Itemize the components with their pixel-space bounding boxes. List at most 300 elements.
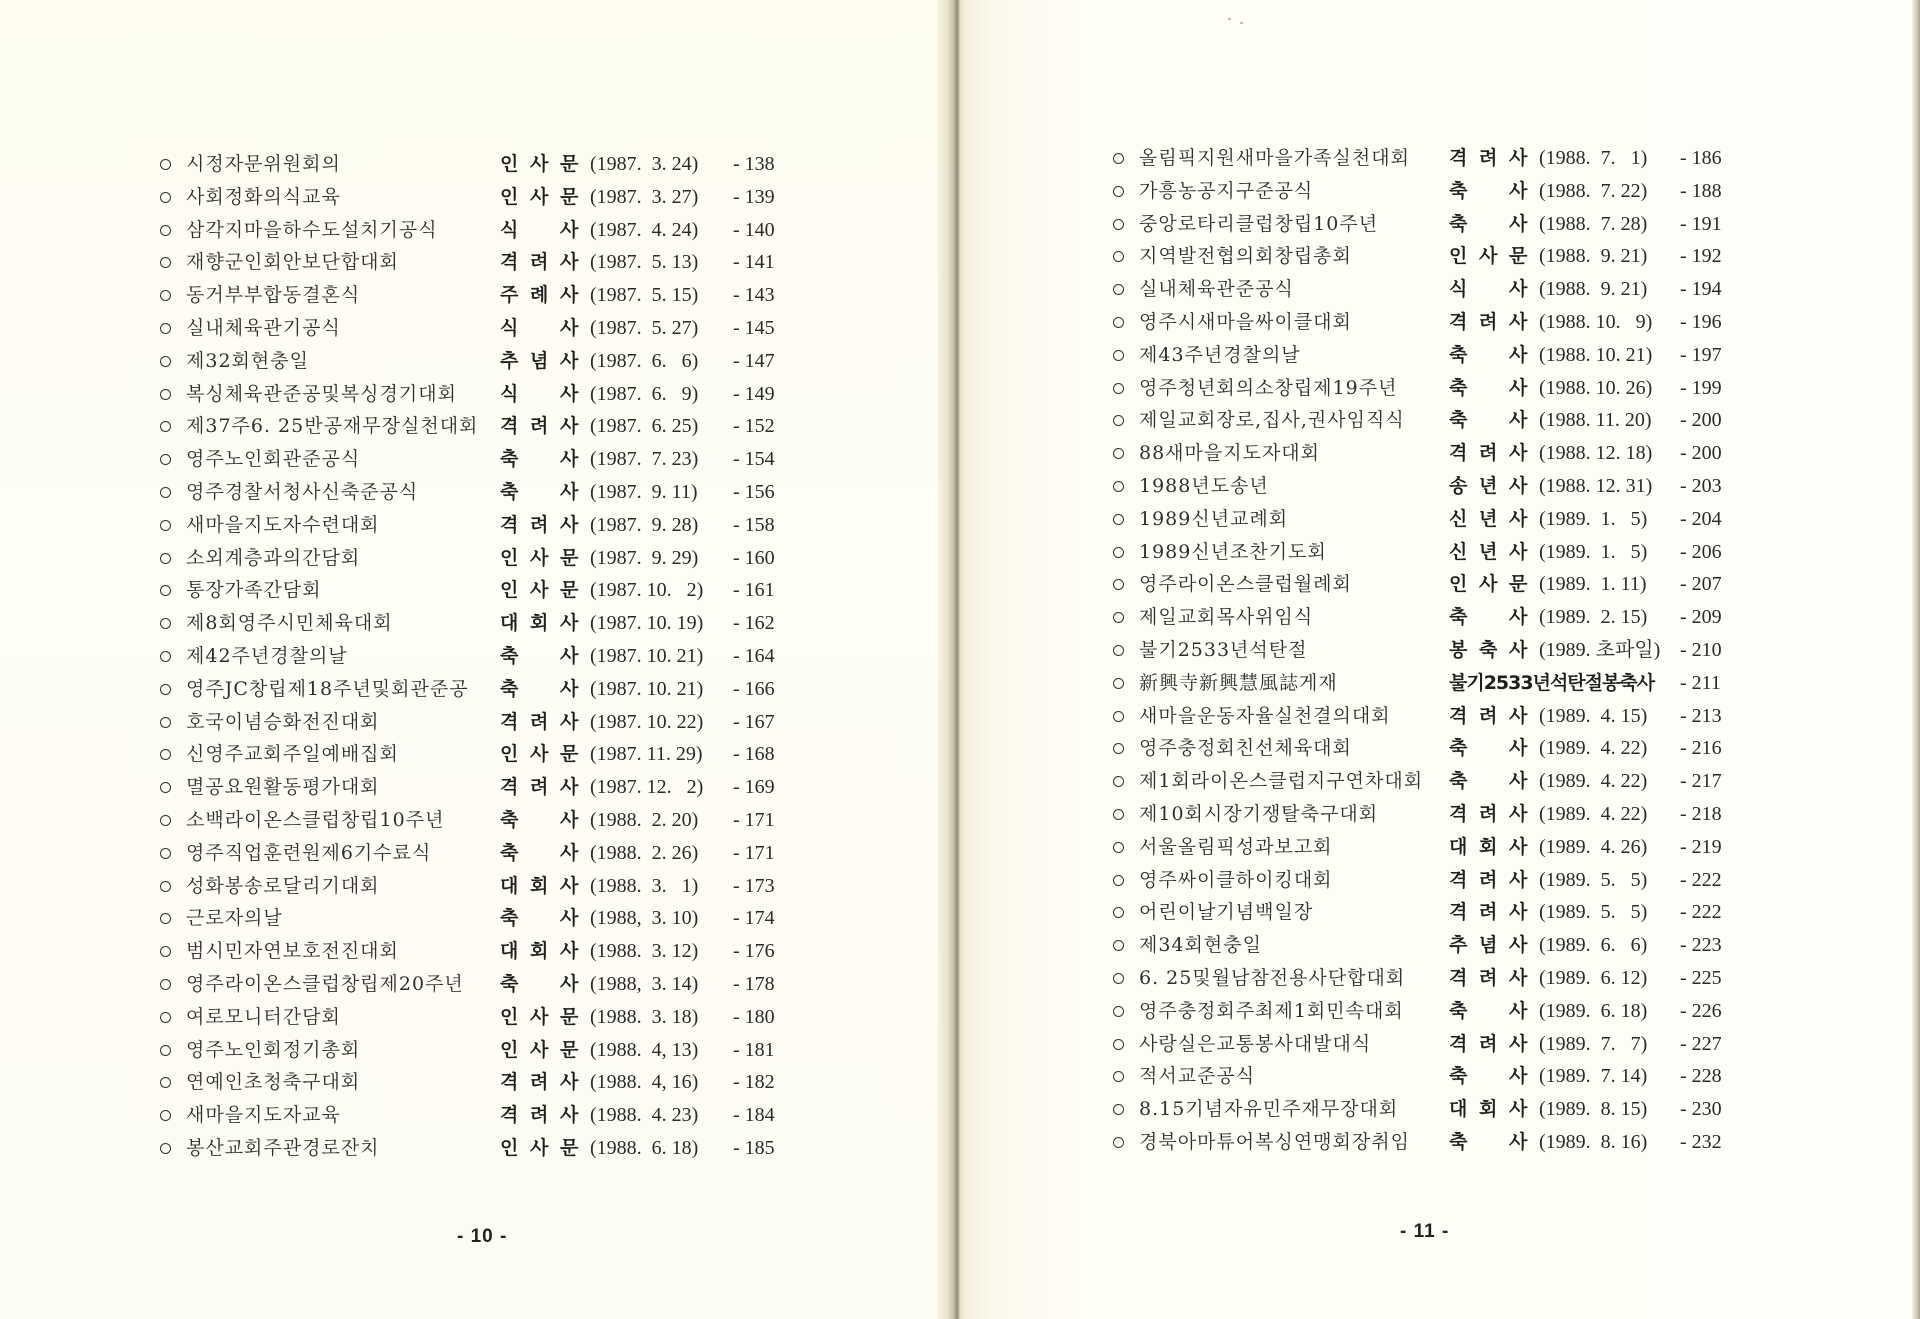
entry-page-number: - 158	[733, 513, 775, 536]
entry-speech-type: 불기2533년석탄절봉축사	[1449, 671, 1655, 694]
speech-type-char: 사	[1509, 966, 1528, 989]
speech-type-char: 축	[1449, 179, 1468, 202]
entry-page-number: - 230	[1680, 1098, 1722, 1121]
entry-date: (1989. 4. 15)	[1539, 704, 1648, 727]
entry-speech-type	[1449, 864, 1541, 897]
speech-type-char: 추	[500, 349, 519, 372]
speech-type-char: 사	[560, 284, 579, 307]
speech-type-char: 사	[1509, 212, 1528, 235]
entry-title: 영주라이온스클럽창립제20주년	[186, 972, 464, 995]
entry-title: 영주충정회친선체육대회	[1139, 737, 1352, 760]
entry-title: 88새마을지도자대회	[1139, 442, 1321, 465]
entry-date: (1989. 4. 26)	[1539, 835, 1648, 858]
entry-page-number: - 209	[1680, 606, 1722, 629]
speech-type-char: 축	[500, 448, 519, 471]
speech-type-char: 례	[530, 284, 549, 307]
entry-date: (1989. 4. 22)	[1539, 802, 1648, 825]
speech-type-char: 회	[1479, 835, 1498, 858]
entry-date: (1987. 7. 23)	[590, 448, 699, 471]
entry-page-number: - 200	[1680, 409, 1722, 432]
entry-page-number: - 192	[1680, 245, 1722, 268]
entry-title: 영주충정회주최제1회민속대회	[1139, 999, 1404, 1022]
speech-type-char: 대	[500, 612, 519, 635]
entry-date: (1987. 3. 27)	[590, 185, 699, 208]
entry-page-number: - 227	[1680, 1032, 1722, 1055]
entry-title: 어린이날기념백일장	[1139, 901, 1314, 924]
speech-type-char: 축	[1449, 343, 1468, 366]
entry-speech-type	[1449, 995, 1541, 1028]
entry-title: 경북아마튜어복싱연맹회장취임	[1139, 1130, 1410, 1153]
entry-page-number: - 140	[733, 218, 775, 241]
entry-page-number: - 191	[1680, 212, 1722, 235]
speech-type-char: 사	[1509, 278, 1528, 301]
entry-speech-type	[1449, 437, 1541, 470]
entry-speech-type	[500, 214, 592, 247]
entry-title: 新興寺新興慧風誌게재	[1139, 671, 1338, 694]
speech-type-char: 인	[500, 546, 519, 569]
entry-speech-type	[1449, 765, 1541, 798]
speech-type-char: 대	[500, 940, 519, 963]
circle-bullet-icon	[160, 487, 171, 498]
circle-bullet-icon	[160, 979, 171, 990]
entry-title: 봉산교회주관경로잔치	[186, 1136, 380, 1159]
entry-title: 영주직업훈련원제6기수료식	[186, 841, 432, 864]
entry-page-number: - 213	[1680, 704, 1722, 727]
speech-type-char: 려	[530, 1071, 549, 1094]
entry-speech-type	[1449, 634, 1541, 667]
speech-type-char: 축	[500, 907, 519, 930]
speech-type-char: 사	[560, 513, 579, 536]
entry-date: (1989. 1. 11)	[1539, 573, 1647, 596]
entry-date: (1989. 7. 7)	[1539, 1032, 1648, 1055]
speech-type-char: 축	[1449, 409, 1468, 432]
entry-title: 영주경찰서청사신축준공식	[186, 480, 419, 503]
entry-page-number: - 169	[733, 776, 775, 799]
entry-page-number: - 222	[1680, 868, 1722, 891]
entry-title: 동거부부합동결혼식	[186, 284, 361, 307]
entry-date: (1988. 4, 13)	[590, 1038, 699, 1061]
speech-type-char: 식	[1449, 278, 1468, 301]
circle-bullet-icon	[160, 553, 171, 564]
entry-page-number: - 197	[1680, 343, 1722, 366]
entry-page-number: - 154	[733, 448, 775, 471]
entry-page-number: - 168	[733, 743, 775, 766]
speech-type-char: 축	[500, 841, 519, 864]
entry-speech-type	[500, 1132, 592, 1165]
entry-speech-type	[1449, 732, 1541, 765]
entry-date: (1988. 7. 22)	[1539, 179, 1648, 202]
speech-type-char: 사	[1509, 770, 1528, 793]
entry-date: (1988. 12. 18)	[1539, 442, 1653, 465]
entry-date: (1988. 3. 12)	[590, 940, 699, 963]
speech-type-char: 년	[1479, 474, 1498, 497]
speech-type-char: 격	[500, 776, 519, 799]
speech-type-char: 려	[530, 710, 549, 733]
entry-title: 제일교회목사위임식	[1139, 606, 1314, 629]
speech-type-char: 사	[1509, 1098, 1528, 1121]
entry-title: 적서교준공식	[1139, 1065, 1256, 1088]
speech-type-char: 년	[1479, 507, 1498, 530]
circle-bullet-icon	[160, 356, 171, 367]
entry-title: 실내체육관준공식	[1139, 278, 1294, 301]
entry-speech-type	[500, 542, 592, 575]
speech-type-char: 격	[1449, 310, 1468, 333]
entry-page-number: - 225	[1680, 966, 1722, 989]
speech-type-char: 회	[1479, 1098, 1498, 1121]
entry-page-number: - 182	[733, 1071, 775, 1094]
entry-page-number: - 194	[1680, 278, 1722, 301]
speech-type-char: 사	[560, 448, 579, 471]
entry-date: (1987. 12. 2)	[590, 776, 704, 799]
entry-speech-type	[500, 1034, 592, 1067]
entry-title: 새마을지도자수련대회	[186, 513, 380, 536]
speech-type-char: 려	[1479, 310, 1498, 333]
circle-bullet-icon	[1113, 350, 1124, 361]
speech-type-char: 축	[1449, 1130, 1468, 1153]
entry-title: 제32회현충일	[186, 349, 309, 372]
entry-date: (1989. 1. 5)	[1539, 540, 1648, 563]
entry-title: 재향군인회안보단합대회	[186, 251, 399, 274]
speech-type-char: 인	[500, 185, 519, 208]
entry-speech-type	[1449, 175, 1541, 208]
entry-page-number: - 164	[733, 644, 775, 667]
speech-type-char: 문	[560, 153, 579, 175]
entry-speech-type	[1449, 339, 1541, 372]
entry-speech-type	[500, 378, 592, 411]
entry-speech-type	[500, 804, 592, 837]
entry-page-number: - 186	[1680, 147, 1722, 169]
speech-type-char: 사	[1509, 802, 1528, 825]
speech-type-char: 사	[1509, 868, 1528, 891]
entry-title: 서울올림픽성과보고회	[1139, 835, 1333, 858]
entry-title: 멸공요원활동평가대회	[186, 776, 380, 799]
speech-type-char: 사	[560, 382, 579, 405]
speech-type-char: 문	[560, 1136, 579, 1159]
entry-page-number: - 171	[733, 841, 775, 864]
entry-date: (1987. 9. 11)	[590, 480, 698, 503]
speech-type-char: 사	[1509, 474, 1528, 497]
entry-page-number: - 216	[1680, 737, 1722, 760]
speech-type-char: 주	[500, 284, 519, 307]
entry-speech-type	[1449, 1126, 1541, 1159]
circle-bullet-icon	[1113, 317, 1124, 328]
speech-type-char: 사	[1509, 179, 1528, 202]
book-spine-gutter	[938, 0, 966, 1319]
entry-page-number: - 152	[733, 415, 775, 438]
entry-speech-type	[1449, 536, 1541, 569]
entry-title: 제34회현충일	[1139, 934, 1262, 957]
circle-bullet-icon	[1113, 842, 1124, 853]
entry-page-number: - 143	[733, 284, 775, 307]
speech-type-char: 사	[1509, 343, 1528, 366]
entry-page-number: - 156	[733, 480, 775, 503]
entry-title: 영주노인회정기총회	[186, 1038, 361, 1061]
entry-date: (1988. 4, 16)	[590, 1071, 699, 1094]
speech-type-char: 사	[1479, 573, 1498, 596]
entry-title: 소백라이온스클럽창립10주년	[186, 808, 445, 831]
speech-type-char: 대	[1449, 1098, 1468, 1121]
entry-title: 1988년도송년	[1139, 474, 1269, 497]
circle-bullet-icon	[160, 815, 171, 826]
speech-type-char: 축	[1449, 376, 1468, 399]
speech-type-char: 봉	[1449, 638, 1468, 661]
circle-bullet-icon	[1113, 547, 1124, 558]
speech-type-char: 사	[560, 415, 579, 438]
entry-date: (1987. 10. 21)	[590, 677, 704, 700]
entry-speech-type	[500, 837, 592, 870]
entry-speech-type	[1449, 798, 1541, 831]
speech-type-char: 사	[1509, 507, 1528, 530]
entry-page-number: - 138	[733, 153, 775, 175]
entry-page-number: - 139	[733, 185, 775, 208]
entry-date: (1988. 7. 28)	[1539, 212, 1648, 235]
entry-date: (1989. 초파일)	[1539, 638, 1661, 661]
speech-type-char: 사	[560, 972, 579, 995]
speech-type-char: 축	[500, 677, 519, 700]
entry-date: (1988. 9. 21)	[1539, 278, 1648, 301]
entry-speech-type	[1449, 404, 1541, 437]
entry-title: 영주라이온스클럽월례회	[1139, 573, 1352, 596]
entry-title: 영주싸이클하이킹대회	[1139, 868, 1333, 891]
entry-speech-type	[500, 509, 592, 542]
speech-type-char: 문	[560, 185, 579, 208]
circle-bullet-icon	[1113, 875, 1124, 886]
entry-date: (1989. 6. 12)	[1539, 966, 1648, 989]
speech-type-char: 격	[500, 415, 519, 438]
entry-date: (1988. 3. 18)	[590, 1005, 699, 1028]
entry-date: (1988. 3. 1)	[590, 874, 699, 897]
speech-type-char: 사	[560, 349, 579, 372]
entry-page-number: - 188	[1680, 179, 1722, 202]
entry-date: (1987. 9. 28)	[590, 513, 699, 536]
circle-bullet-icon	[160, 225, 171, 236]
speech-type-char: 사	[560, 218, 579, 241]
entry-title: 새마을운동자율실천결의대회	[1139, 704, 1391, 727]
speech-type-char: 사	[1509, 310, 1528, 333]
speech-type-char: 려	[1479, 901, 1498, 924]
speech-type-char: 사	[1509, 934, 1528, 957]
entry-page-number: - 211	[1680, 671, 1721, 694]
entry-title: 제일교회장로,집사,권사임직식	[1139, 409, 1405, 432]
entry-date: (1989. 7. 14)	[1539, 1065, 1648, 1088]
speech-type-char: 축	[500, 972, 519, 995]
circle-bullet-icon	[160, 520, 171, 531]
circle-bullet-icon	[1113, 809, 1124, 820]
speech-type-char: 사	[1509, 409, 1528, 432]
entry-title: 1989신년조찬기도회	[1139, 540, 1327, 563]
entry-title: 호국이념승화전진대회	[186, 710, 380, 733]
entry-page-number: - 167	[733, 710, 775, 733]
entry-page-number: - 218	[1680, 802, 1722, 825]
speech-type-char: 축	[500, 808, 519, 831]
entry-page-number: - 199	[1680, 376, 1722, 399]
entry-date: (1989. 4. 22)	[1539, 770, 1648, 793]
entry-speech-type	[1449, 273, 1541, 306]
speech-type-char: 문	[1509, 573, 1528, 596]
entry-title: 사랑실은교통봉사대발대식	[1139, 1032, 1372, 1055]
entry-title: 삼각지마을하수도설치기공식	[186, 218, 438, 241]
entry-date: (1988. 4. 23)	[590, 1104, 699, 1127]
circle-bullet-icon	[1113, 678, 1124, 689]
speech-type-char: 사	[1509, 1130, 1528, 1153]
entry-title: 범시민자연보호전진대회	[186, 940, 399, 963]
entry-date: (1988. 10. 9)	[1539, 310, 1653, 333]
entry-title: 올림픽지원새마을가족실천대회	[1139, 147, 1410, 169]
circle-bullet-icon	[1113, 1006, 1124, 1017]
speech-type-char: 사	[560, 1104, 579, 1127]
entry-page-number: - 181	[733, 1038, 775, 1061]
entry-title: 새마을지도자교육	[186, 1104, 341, 1127]
entry-speech-type	[500, 148, 592, 181]
speech-type-char: 사	[1509, 704, 1528, 727]
entry-page-number: - 200	[1680, 442, 1722, 465]
entry-speech-type	[500, 771, 592, 804]
entry-date: (1988. 7. 1)	[1539, 147, 1648, 169]
speech-type-char: 문	[560, 546, 579, 569]
entry-date: (1989. 4. 22)	[1539, 737, 1648, 760]
page-number-left: - 10 -	[457, 1226, 508, 1247]
speech-type-char: 격	[500, 1071, 519, 1094]
speech-type-char: 격	[1449, 901, 1468, 924]
speech-type-char: 문	[560, 1005, 579, 1028]
entry-speech-type	[500, 574, 592, 607]
entry-speech-type	[500, 279, 592, 312]
entry-date: (1987. 3. 24)	[590, 153, 699, 175]
speech-type-char: 인	[500, 743, 519, 766]
speech-type-char: 려	[1479, 1032, 1498, 1055]
circle-bullet-icon	[1113, 1137, 1124, 1148]
entry-speech-type	[1449, 470, 1541, 503]
entry-title: 영주노인회관준공식	[186, 448, 361, 471]
speech-type-char: 사	[560, 251, 579, 274]
entry-title: 제10회시장기쟁탈축구대회	[1139, 802, 1379, 825]
entry-page-number: - 173	[733, 874, 775, 897]
entry-speech-type	[1449, 700, 1541, 733]
entry-title: 제8회영주시민체육대회	[186, 612, 393, 635]
entry-speech-type	[500, 706, 592, 739]
entry-title: 가흥농공지구준공식	[1139, 179, 1314, 202]
speech-type-char: 문	[560, 743, 579, 766]
circle-bullet-icon	[160, 1045, 171, 1056]
entry-speech-type	[1449, 896, 1541, 929]
speech-type-char: 축	[1449, 1065, 1468, 1088]
left-page	[0, 0, 948, 1319]
circle-bullet-icon	[160, 323, 171, 334]
entry-date: (1987. 11. 29)	[590, 743, 703, 766]
entry-title: 제43주년경찰의날	[1139, 343, 1301, 366]
entry-speech-type	[500, 607, 592, 640]
entry-speech-type	[500, 1099, 592, 1132]
entry-page-number: - 174	[733, 907, 775, 930]
speech-type-char: 사	[1509, 999, 1528, 1022]
circle-bullet-icon	[160, 881, 171, 892]
entry-page-number: - 207	[1680, 573, 1722, 596]
speech-type-char: 축	[1479, 638, 1498, 661]
speech-type-char: 격	[500, 710, 519, 733]
entry-speech-type	[500, 968, 592, 1001]
entry-date: (1987. 10. 19)	[590, 612, 704, 635]
entry-speech-type	[500, 1066, 592, 1099]
circle-bullet-icon	[160, 717, 171, 728]
page-edge-shadow	[1912, 0, 1920, 1319]
speech-type-char: 사	[560, 907, 579, 930]
entry-date: (1987. 10. 22)	[590, 710, 704, 733]
speech-type-char: 축	[1449, 999, 1468, 1022]
circle-bullet-icon	[1113, 219, 1124, 230]
entry-date: (1989. 5. 5)	[1539, 901, 1648, 924]
entry-speech-type	[1449, 568, 1541, 601]
entry-date: (1988. 9. 21)	[1539, 245, 1648, 268]
entry-page-number: - 228	[1680, 1065, 1722, 1088]
speech-type-char: 식	[500, 218, 519, 241]
speech-type-char: 사	[560, 874, 579, 897]
speech-type-char: 격	[1449, 704, 1468, 727]
entry-speech-type	[500, 673, 592, 706]
entry-date: (1987. 6. 25)	[590, 415, 699, 438]
entry-speech-type	[500, 870, 592, 903]
speech-type-char: 대	[500, 874, 519, 897]
speech-type-char: 격	[500, 251, 519, 274]
entry-title: 여로모니터간담회	[186, 1005, 341, 1028]
entry-date: (1988, 3. 10)	[590, 907, 699, 930]
speech-type-char: 문	[560, 1038, 579, 1061]
speech-type-char: 사	[560, 316, 579, 339]
speech-type-char: 사	[560, 612, 579, 635]
entry-date: (1988. 11. 20)	[1539, 409, 1652, 432]
speech-type-char: 사	[530, 1136, 549, 1159]
circle-bullet-icon	[160, 1143, 171, 1154]
circle-bullet-icon	[160, 848, 171, 859]
entry-speech-type	[500, 246, 592, 279]
entry-speech-type	[1449, 306, 1541, 339]
speech-type-char: 인	[500, 153, 519, 175]
speech-type-char: 념	[530, 349, 549, 372]
circle-bullet-icon	[160, 192, 171, 203]
entry-title: 통장가족간담회	[186, 579, 322, 602]
entry-date: (1988. 10. 21)	[1539, 343, 1653, 366]
entry-page-number: - 223	[1680, 934, 1722, 957]
speech-type-char: 격	[1449, 147, 1468, 169]
speech-type-char: 신	[1449, 507, 1468, 530]
entry-date: (1988. 12. 31)	[1539, 474, 1653, 497]
entry-speech-type	[1449, 503, 1541, 536]
speech-type-char: 려	[1479, 802, 1498, 825]
circle-bullet-icon	[1113, 153, 1124, 164]
speech-type-char: 신	[1449, 540, 1468, 563]
speech-type-char: 사	[560, 1071, 579, 1094]
entry-date: (1989. 1. 5)	[1539, 507, 1648, 530]
entry-title: 시정자문위원회의	[186, 153, 341, 175]
entry-page-number: - 203	[1680, 474, 1722, 497]
entry-title: 제42주년경찰의날	[186, 644, 348, 667]
entry-speech-type	[1449, 240, 1541, 273]
circle-bullet-icon	[1113, 711, 1124, 722]
entry-page-number: - 204	[1680, 507, 1722, 530]
speech-type-char: 려	[1479, 966, 1498, 989]
circle-bullet-icon	[1113, 645, 1124, 656]
speech-type-char: 축	[500, 480, 519, 503]
entry-page-number: - 217	[1680, 770, 1722, 793]
speech-type-char: 인	[500, 1038, 519, 1061]
speech-type-char: 축	[1449, 212, 1468, 235]
speech-type-char: 사	[1509, 1065, 1528, 1088]
circle-bullet-icon	[1113, 481, 1124, 492]
entry-speech-type	[500, 738, 592, 771]
entry-date: (1988. 2. 20)	[590, 808, 699, 831]
speech-type-char: 사	[560, 776, 579, 799]
speech-type-char: 사	[560, 677, 579, 700]
speech-type-char: 려	[1479, 704, 1498, 727]
